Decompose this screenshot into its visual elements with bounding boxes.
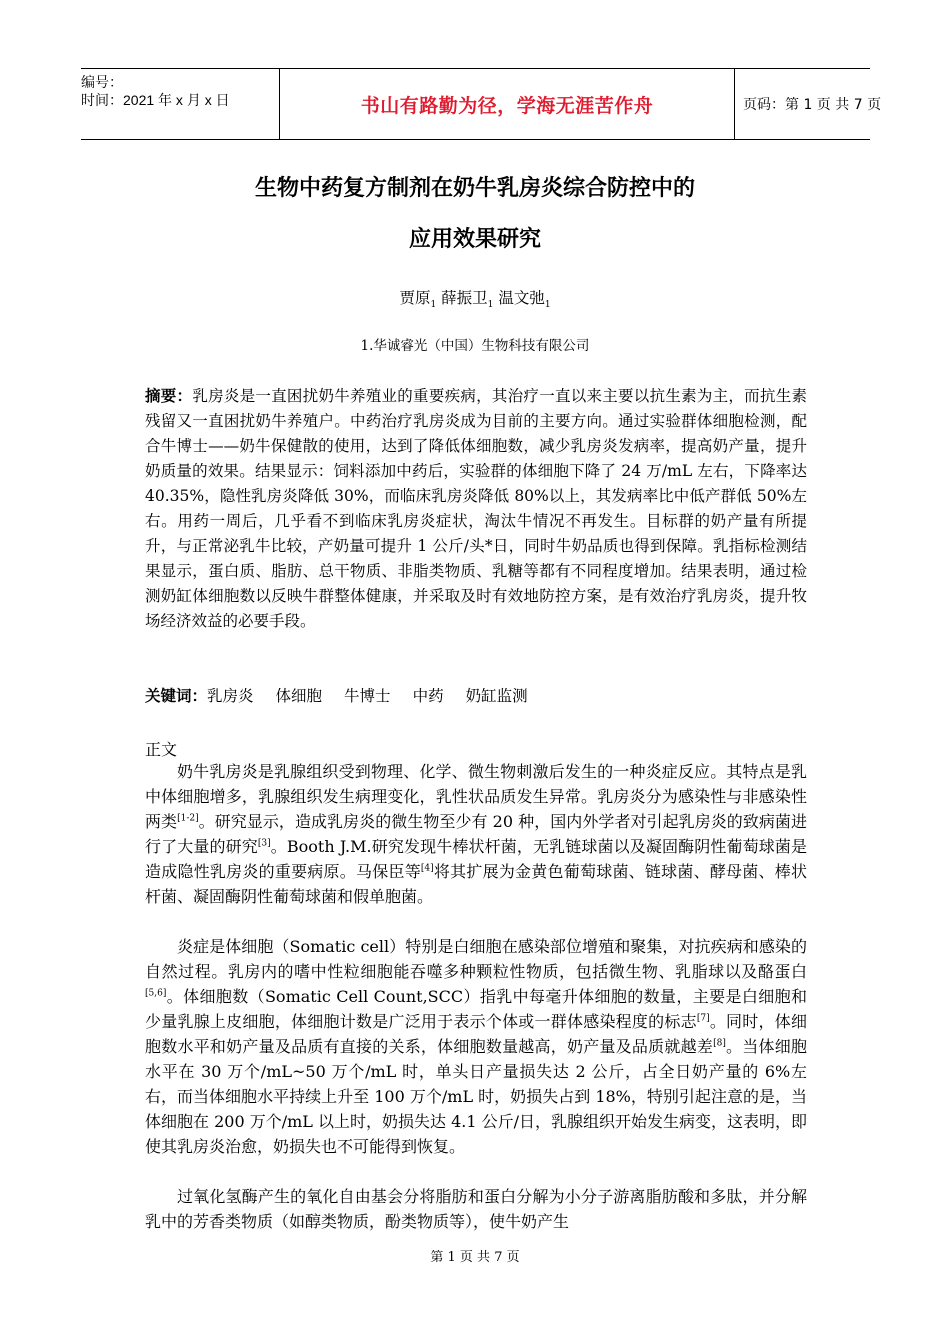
citation: [1-2] xyxy=(177,813,199,824)
header-page-number: 页码：第 1 页 共 7 页 xyxy=(743,97,882,113)
body-text: 。Booth J.M.研究发现牛棒状杆菌，无乳链球菌以及凝固酶阴性葡萄球菌是造成隐性乳房炎的重要病原。马保臣等 xyxy=(145,837,807,881)
abstract-label: 摘要： xyxy=(145,387,193,405)
body-paragraph-2 xyxy=(145,934,807,1159)
author-affil-mark: 1 xyxy=(544,300,551,311)
author-name: 温文弛 xyxy=(498,289,545,307)
author-affil-mark: 1 xyxy=(430,300,437,311)
citation: [8] xyxy=(713,1038,726,1049)
author-name: 贾原 xyxy=(399,289,431,307)
header-page-cell xyxy=(737,69,882,139)
keyword: 中药 xyxy=(412,687,444,705)
body-text: 。体细胞数（Somatic Cell Count,SCC）指乳中每毫升体细胞的数量，主要是白细胞和少量乳腺上皮细胞，体细胞计数是广泛用于表示个体或一群体感染程度的标志 xyxy=(145,987,807,1031)
body-paragraph-3: 过氧化氢酶产生的氧化自由基会分将脂肪和蛋白分解为小分子游离脂肪酸和多肽，并分解乳中的芳香类物质（如醇类物质，酚类物质等），使牛奶产生 xyxy=(145,1187,807,1231)
author-affil-mark: 1 xyxy=(487,300,494,311)
keyword: 牛博士 xyxy=(344,687,391,705)
citation: [3] xyxy=(257,838,271,849)
title-line-2: 应用效果研究 xyxy=(408,227,541,252)
document-number-label: 编号： xyxy=(81,74,123,90)
body-text: 。同时，体细胞数水平和奶产量及品质有直接的关系，体细胞数量越高，奶产量及品质就越差 xyxy=(145,1012,807,1056)
body-text: 。研究显示，造成乳房炎的微生物至少有 20 种，国内外学者对引起乳房炎的致病菌进行了大量的研究 xyxy=(145,812,807,856)
body-text: 奶牛乳房炎是乳腺组织受到物理、化学、微生物刺激后发生的一种炎症反应。其特点是乳中体细胞增多，乳腺组织发生病理变化，乳性状品质发生异常。乳房炎分为感染性与非感染性两类 xyxy=(145,762,807,831)
abstract xyxy=(145,384,807,634)
citation: [7] xyxy=(696,1013,710,1024)
body-text: 炎症是体细胞（Somatic cell）特别是白细胞在感染部位增殖和聚集，对抗疾病和感染的自然过程。乳房内的嗜中性粒细胞能吞噬多种颗粒性物质，包括微生物、乳脂球以及酪蛋白 xyxy=(145,937,807,981)
body-text: 。当体细胞水平在 30 万个/mL~50 万个/mL 时，单头日产量损失达 2 公斤，占全日奶产量的 6%左右，而当体细胞水平持续上升至 100 万个/mL 时，奶损失占到 18%，特别引起注意的是，当体细胞在 200 万个/mL 以上时，奶损失达 4.1 公斤/日，乳腺组织开始发生病变，这表明，即使其乳房炎治愈，奶损失也不可能得到恢复。 xyxy=(145,1037,807,1156)
keyword: 奶缸监测 xyxy=(465,687,528,705)
affiliation: 1.华诚睿光（中国）生物科技有限公司 xyxy=(360,338,590,354)
author-name: 薛振卫 xyxy=(441,289,488,307)
keywords-label: 关键词： xyxy=(145,687,208,705)
section-heading: 正文 xyxy=(145,740,178,759)
citation: [4] xyxy=(420,863,434,874)
page-footer: 第 1 页 共 7 页 xyxy=(430,1250,520,1265)
title-line-1: 生物中药复方制剂在奶牛乳房炎综合防控中的 xyxy=(254,176,695,201)
document-date: 时间：2021 年 x 月 x 日 xyxy=(81,92,230,108)
keywords xyxy=(145,684,807,709)
body-text: 将其扩展为金黄色葡萄球菌、链球菌、酵母菌、棒状杆菌、凝固酶阴性葡萄球菌和假单胞菌。 xyxy=(145,862,807,906)
authors xyxy=(0,286,950,310)
citation: [5,6] xyxy=(145,988,167,999)
keyword: 乳房炎 xyxy=(207,687,254,705)
keyword: 体细胞 xyxy=(275,687,323,705)
header-motto-cell xyxy=(279,69,735,139)
header-left-cell xyxy=(81,69,277,143)
header-table xyxy=(81,68,882,140)
body-paragraph-1 xyxy=(145,759,807,909)
abstract-text: 乳房炎是一直困扰奶牛养殖业的重要疾病，其治疗一直以来主要以抗生素为主，而抗生素残留又一直困扰奶牛养殖户。中药治疗乳房炎成为目前的主要方向。通过实验群体细胞检测，配合牛博士——奶牛保健散的使用，达到了降低体细胞数，减少乳房炎发病率，提高奶产量，提升奶质量的效果。结果显示：饲料添加中药后，实验群的体细胞下降了 24 万/mL 左右，下降率达 40.35%，隐性乳房炎降低 30%，而临床乳房炎降低 80%以上，其发病率比中低产群低 50%左右。用药一周后，几乎看不到临床乳房炎症状，淘汰牛情况不再发生。目标群的奶产量有所提升，与正常泌乳牛比较，产奶量可提升 1 公斤/头*日，同时牛奶品质也得到保障。乳指标检测结果显示，蛋白质、脂肪、总干物质、非脂类物质、乳糖等都有不同程度增加。结果表明，通过检测奶缸体细胞数以反映牛群整体健康，并采取及时有效地防控方案，是有效治疗乳房炎，提升牧场经济效益的必要手段。 xyxy=(145,387,807,630)
header-motto: 书山有路勤为径，学海无涯苦作舟 xyxy=(360,94,654,117)
